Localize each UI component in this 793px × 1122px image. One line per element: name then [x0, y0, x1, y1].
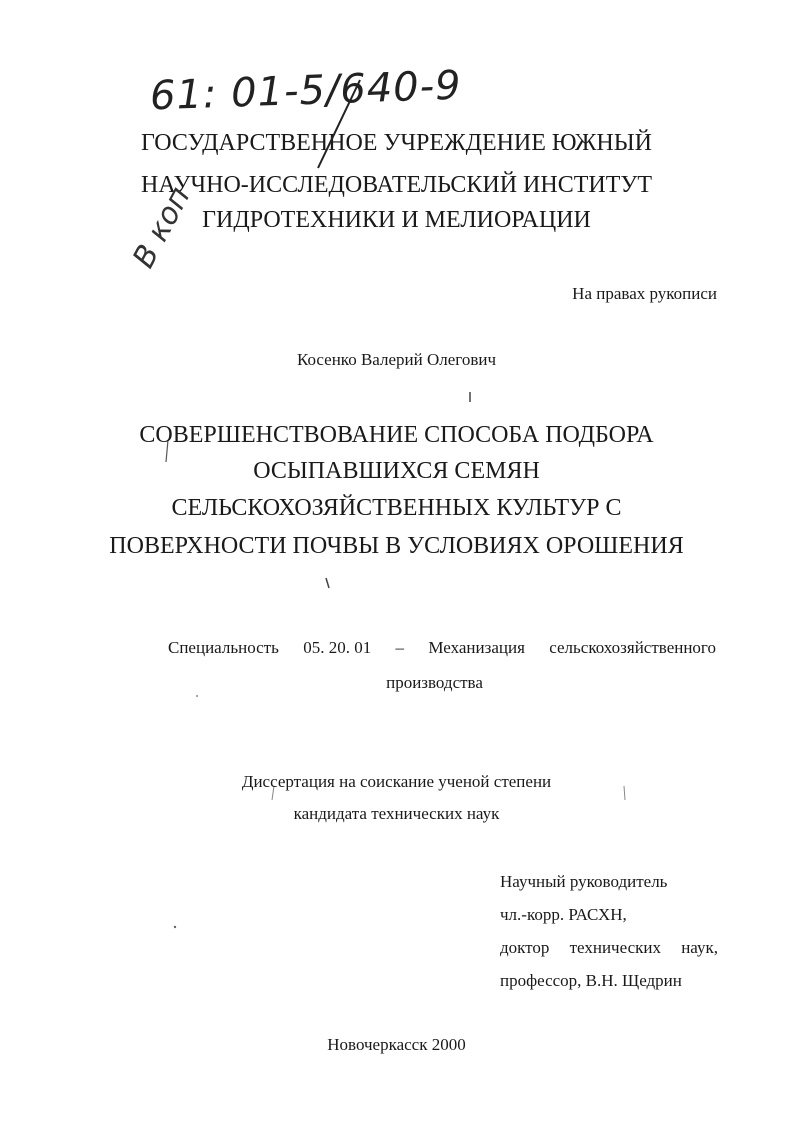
supervisor-degree-c: наук, — [681, 938, 718, 957]
supervisor-line-4: профессор, В.Н. Щедрин — [500, 971, 682, 990]
city-year: Новочеркасск 2000 — [327, 1035, 466, 1054]
specialty-label: Специальность — [168, 638, 279, 657]
supervisor-line-2: чл.-корр. РАСХН, — [500, 905, 627, 924]
specialty-line — [168, 638, 716, 658]
specialty-code: 05. 20. 01 — [303, 638, 372, 657]
institution-line-2: НАУЧНО-ИССЛЕДОВАТЕЛЬСКИЙ ИНСТИТУТ — [140, 172, 653, 198]
specialty-name-3: производства — [386, 673, 483, 692]
author-name: Косенко Валерий Олегович — [297, 350, 496, 369]
speck-mark — [174, 926, 176, 928]
speck-mark — [196, 695, 198, 697]
dissertation-line-1: Диссертация на соискание ученой степени — [241, 772, 552, 791]
title-line-2: ОСЫПАВШИХСЯ СЕМЯН — [253, 458, 540, 484]
archive-number-handwritten: 61: 01-5/640-9 — [149, 62, 463, 120]
specialty-name-2: сельскохозяйственного — [549, 638, 716, 657]
title-line-3: СЕЛЬСКОХОЗЯЙСТВЕННЫХ КУЛЬТУР С — [171, 495, 622, 521]
title-line-1: СОВЕРШЕНСТВОВАНИЕ СПОСОБА ПОДБОРА — [139, 422, 654, 448]
institution-line-1: ГОСУДАРСТВЕННОЕ УЧРЕЖДЕНИЕ ЮЖНЫЙ — [140, 130, 653, 156]
signature-text: В коп — [126, 181, 198, 274]
supervisor-line-1: Научный руководитель — [500, 872, 668, 891]
dissertation-line-2: кандидата технических наук — [293, 804, 500, 823]
slash-mark — [318, 80, 360, 168]
supervisor-degree-a: доктор — [500, 938, 550, 957]
signature — [126, 181, 197, 274]
supervisor-degree-b: технических — [569, 938, 661, 957]
institution-line-3: ГИДРОТЕХНИКИ И МЕЛИОРАЦИИ — [202, 207, 591, 233]
rights-note: На правах рукописи — [572, 284, 717, 303]
stray-mark — [326, 578, 329, 588]
supervisor-line-3 — [500, 938, 718, 958]
specialty-name-1: Механизация — [428, 638, 525, 657]
title-line-4: ПОВЕРХНОСТИ ПОЧВЫ В УСЛОВИЯХ ОРОШЕНИЯ — [109, 533, 684, 559]
specialty-dash: – — [395, 638, 405, 657]
